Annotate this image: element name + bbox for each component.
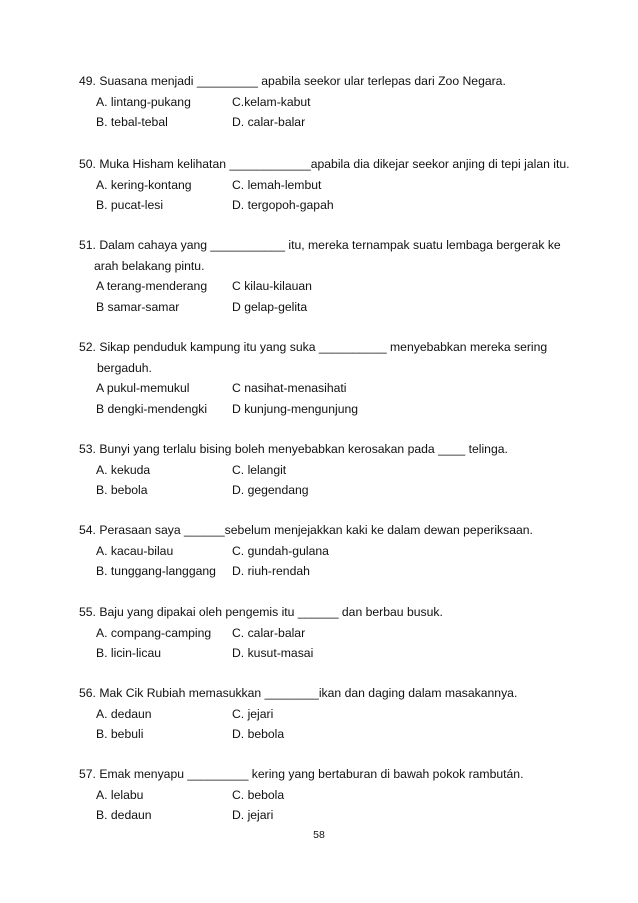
question-stem-continued: arah belakang pintu. xyxy=(94,258,205,273)
question-stem: 53. Bunyi yang terlalu bising boleh menyebabkan kerosakan pada ____ telinga. xyxy=(79,442,508,456)
option-a: A terang-menderang xyxy=(96,279,208,293)
option-a: A. kering-kontang xyxy=(96,177,192,192)
option-row xyxy=(79,704,599,725)
option-b: B. licin-licau xyxy=(96,646,162,660)
question-stem: 55. Baju yang dipakai oleh pengemis itu ______ dan berbau busuk. xyxy=(79,605,443,619)
option-row xyxy=(79,175,599,196)
option-c: C. jejari xyxy=(232,706,274,721)
option-row xyxy=(79,561,599,582)
option-b: B. dedaun xyxy=(96,808,152,822)
option-b: B dengki-mendengki xyxy=(96,401,208,416)
question-51 xyxy=(79,235,599,317)
question-56 xyxy=(79,683,599,745)
option-d: D gelap-gelita xyxy=(232,299,308,314)
option-row xyxy=(79,399,599,420)
question-stem: 57. Emak menyapu _________ kering yang bertaburan di bawah pokok rambután. xyxy=(79,767,524,781)
option-d: D. tergopoh-gapah xyxy=(232,198,334,212)
option-d: D. bebola xyxy=(232,727,285,741)
option-d: D. riuh-rendah xyxy=(232,564,310,578)
question-52 xyxy=(79,337,599,419)
option-d: D. gegendang xyxy=(232,483,309,497)
option-a: A. kekuda xyxy=(96,462,151,477)
option-d: D kunjung-mengunjung xyxy=(232,401,359,416)
option-row xyxy=(79,785,599,806)
option-b: B. tebal-tebal xyxy=(96,115,168,129)
option-c: C.kelam-kabut xyxy=(232,94,311,109)
option-row xyxy=(79,480,599,501)
question-stem: 56. Mak Cik Rubiah memasukkan ________ikan dan daging dalam masakannya. xyxy=(79,686,518,700)
option-a: A pukul-memukul xyxy=(96,381,190,395)
option-a: A. compang-camping xyxy=(96,625,212,640)
option-c: C. lelangit xyxy=(232,462,287,477)
option-c: C. bebola xyxy=(232,787,285,802)
option-a: A. lintang-pukang xyxy=(96,94,191,109)
question-stem: 54. Perasaan saya ______sebelum menjejakkan kaki ke dalam dewan peperiksaan. xyxy=(79,523,533,537)
option-c: C. gundah-gulana xyxy=(232,543,329,558)
option-row xyxy=(79,112,599,133)
question-49 xyxy=(79,71,599,133)
option-row xyxy=(79,195,599,216)
option-row xyxy=(79,643,599,664)
option-d: D. calar-balar xyxy=(232,115,306,129)
option-c: C. lemah-lembut xyxy=(232,177,322,192)
option-c: C nasihat-menasihati xyxy=(232,381,347,395)
option-row xyxy=(79,378,599,399)
option-b: B samar-samar xyxy=(96,299,180,314)
option-row xyxy=(79,297,599,318)
option-row xyxy=(79,460,599,481)
option-d: D. jejari xyxy=(232,808,274,822)
option-a: A. dedaun xyxy=(96,706,152,721)
option-row xyxy=(79,623,599,644)
question-54 xyxy=(79,520,599,582)
option-b: B. tunggang-langgang xyxy=(96,564,216,578)
option-a: A. kacau-bilau xyxy=(96,543,174,558)
option-a: A. lelabu xyxy=(96,787,144,802)
option-row xyxy=(79,92,599,113)
option-row xyxy=(79,724,599,745)
question-stem: 52. Sikap penduduk kampung itu yang suka __________ menyebabkan mereka sering xyxy=(79,340,548,354)
question-55 xyxy=(79,602,599,664)
question-stem: 49. Suasana menjadi _________ apabila seekor ular terlepas dari Zoo Negara. xyxy=(79,74,506,88)
option-row xyxy=(79,541,599,562)
option-b: B. bebola xyxy=(96,483,148,497)
option-b: B. pucat-lesi xyxy=(96,198,164,212)
page-number: 58 xyxy=(313,829,325,841)
option-c: C kilau-kilauan xyxy=(232,279,312,293)
option-row xyxy=(79,805,599,826)
question-53 xyxy=(79,439,599,501)
question-stem: 50. Muka Hisham kelihatan ____________apabila dia dikejar seekor anjing di tepi jalan itu. xyxy=(79,157,570,171)
question-57 xyxy=(79,764,599,826)
option-b: B. bebuli xyxy=(96,727,144,741)
option-row xyxy=(79,276,599,297)
question-50 xyxy=(79,154,599,216)
option-c: C. calar-balar xyxy=(232,625,306,640)
question-stem-continued: bergaduh. xyxy=(97,360,152,375)
option-d: D. kusut-masai xyxy=(232,646,314,660)
question-stem: 51. Dalam cahaya yang ___________ itu, mereka ternampak suatu lembaga bergerak ke xyxy=(79,238,561,252)
